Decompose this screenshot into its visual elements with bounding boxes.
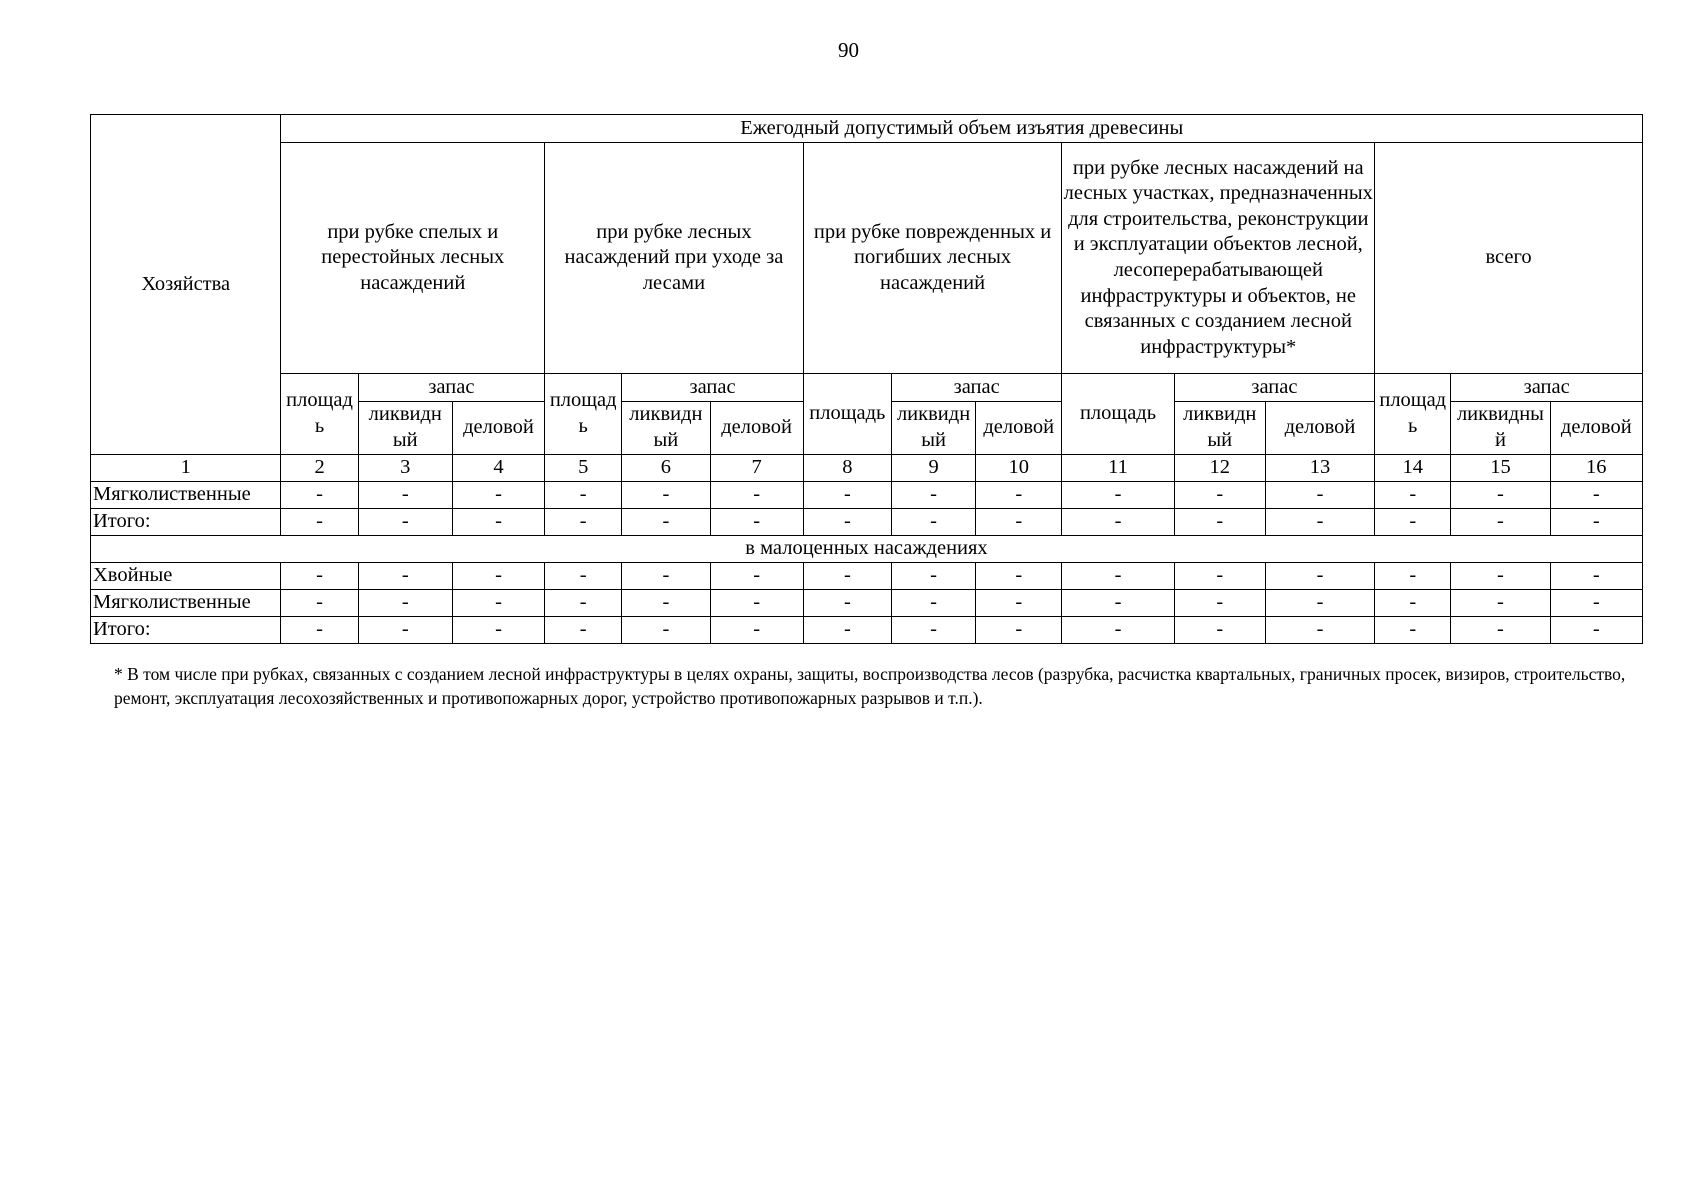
area-header: площад ь [281,374,358,455]
table-cell: - [545,563,622,590]
table-cell: - [1451,617,1550,644]
table-cell: - [1375,590,1451,617]
group-header: при рубке лесных насаждений на лесных участках, предназначенных для строительства, реконструкции и эксплуатации объектов лесной, лесоперерабатывающей инфраструктуры и объектов, не связанных с созданием лесной инфраструктуры* [1062,143,1375,374]
table-cell: - [1062,509,1174,536]
table-cell: - [358,563,452,590]
table-cell: - [976,590,1062,617]
table-cell: - [281,617,358,644]
top-header: Ежегодный допустимый объем изъятия древесины [281,115,1643,143]
area-header: площадь [1062,374,1174,455]
table-cell: - [281,482,358,509]
stock-header: запас [358,374,544,402]
table-cell: - [976,563,1062,590]
table-cell: - [1174,509,1265,536]
liquid-header: ликвидн ый [1174,402,1265,455]
table-row [91,617,1643,644]
table-cell: - [281,563,358,590]
liquid-header: ликвидны й [1451,402,1550,455]
table-cell: - [803,563,891,590]
table-cell: - [710,509,803,536]
table-cell: - [1062,590,1174,617]
liquid-header: ликвидн ый [622,402,710,455]
table-cell: - [1265,563,1374,590]
footnote: * В том числе при рубках, связанных с созданием лесной инфраструктуры в целях охраны, защиты, воспроизводства лесов (разрубка, расчистка квартальных, граничных просек, визиров, строительство, ремонт, эксплуатация лесохозяйственных и противопожарных дорог, устройство противопожарных разрывов и т.п.). [114,664,1626,708]
column-number: 6 [622,455,710,482]
table-cell: - [452,563,544,590]
table-cell: - [545,509,622,536]
row-name: Мягколиственные [91,482,281,509]
table-cell: - [358,590,452,617]
table-cell: - [1375,617,1451,644]
area-header: площад ь [1375,374,1451,455]
table-cell: - [976,482,1062,509]
group-header: при рубке спелых и перестойных лесных насаждений [281,143,545,374]
row-header-farms: Хозяйства [91,115,281,455]
column-number: 2 [281,455,358,482]
column-number: 15 [1451,455,1550,482]
table-cell: - [710,563,803,590]
row-name: Итого: [91,509,281,536]
area-header: площадь [803,374,891,455]
column-number: 16 [1550,455,1642,482]
row-name: Мягколиственные [91,590,281,617]
table-cell: - [1375,509,1451,536]
column-number: 7 [710,455,803,482]
business-header: деловой [976,402,1062,455]
stock-header: запас [622,374,803,402]
table-cell: - [1174,590,1265,617]
column-number: 1 [91,455,281,482]
table-cell: - [803,482,891,509]
table-row [91,509,1643,536]
column-number: 3 [358,455,452,482]
table-cell: - [545,482,622,509]
table-cell: - [358,509,452,536]
column-number: 11 [1062,455,1174,482]
table-cell: - [281,509,358,536]
table-cell: - [1265,617,1374,644]
table-cell: - [622,590,710,617]
table-cell: - [1265,482,1374,509]
table-cell: - [1174,482,1265,509]
table-cell: - [1550,590,1642,617]
stock-header: запас [1451,374,1643,402]
table-cell: - [976,509,1062,536]
table-cell: - [358,617,452,644]
table-cell: - [1451,563,1550,590]
table-cell: - [358,482,452,509]
table-cell: - [452,482,544,509]
table-cell: - [803,509,891,536]
table-cell: - [622,617,710,644]
table-cell: - [1451,482,1550,509]
table-cell: - [1550,482,1642,509]
column-number: 10 [976,455,1062,482]
table-cell: - [1174,563,1265,590]
table-cell: - [1451,590,1550,617]
table-cell: - [622,509,710,536]
table-cell: - [622,563,710,590]
table-cell: - [1550,509,1642,536]
table-cell: - [281,590,358,617]
table-cell: - [622,482,710,509]
column-number-row [91,455,1643,482]
table-cell: - [1265,590,1374,617]
timber-harvest-table [90,114,1643,644]
column-number: 8 [803,455,891,482]
section-title: в малоценных насаждениях [91,536,1643,563]
table-cell: - [891,482,975,509]
table-cell: - [710,617,803,644]
column-number: 5 [545,455,622,482]
liquid-header: ликвидн ый [891,402,975,455]
stock-header: запас [1174,374,1374,402]
table-cell: - [452,509,544,536]
group-header: всего [1375,143,1643,374]
column-number: 14 [1375,455,1451,482]
table-cell: - [1375,563,1451,590]
table-cell: - [891,563,975,590]
table-cell: - [710,590,803,617]
column-number: 9 [891,455,975,482]
business-header: деловой [452,402,544,455]
column-number: 12 [1174,455,1265,482]
table-cell: - [1375,482,1451,509]
column-number: 13 [1265,455,1374,482]
table-cell: - [1174,617,1265,644]
table-cell: - [1062,563,1174,590]
area-header: площад ь [545,374,622,455]
business-header: деловой [710,402,803,455]
row-name: Итого: [91,617,281,644]
table-cell: - [891,617,975,644]
stock-header: запас [891,374,1061,402]
table-cell: - [1550,563,1642,590]
table-cell: - [803,590,891,617]
table-cell: - [1451,509,1550,536]
table-cell: - [545,617,622,644]
group-header: при рубке поврежденных и погибших лесных насаждений [803,143,1062,374]
group-header: при рубке лесных насаждений при уходе за лесами [545,143,804,374]
table-cell: - [545,590,622,617]
table-row [91,482,1643,509]
section-row [91,536,1643,563]
column-number: 4 [452,455,544,482]
table-cell: - [1550,617,1642,644]
table-cell: - [891,509,975,536]
table-cell: - [710,482,803,509]
table-cell: - [1062,617,1174,644]
liquid-header: ликвидн ый [358,402,452,455]
table-cell: - [452,590,544,617]
table-cell: - [1265,509,1374,536]
page-number: 90 [838,38,859,62]
business-header: деловой [1550,402,1642,455]
business-header: деловой [1265,402,1374,455]
table-cell: - [891,590,975,617]
table-cell: - [976,617,1062,644]
row-name: Хвойные [91,563,281,590]
table-row [91,563,1643,590]
table-row [91,590,1643,617]
table-cell: - [1062,482,1174,509]
table-cell: - [452,617,544,644]
table-cell: - [803,617,891,644]
